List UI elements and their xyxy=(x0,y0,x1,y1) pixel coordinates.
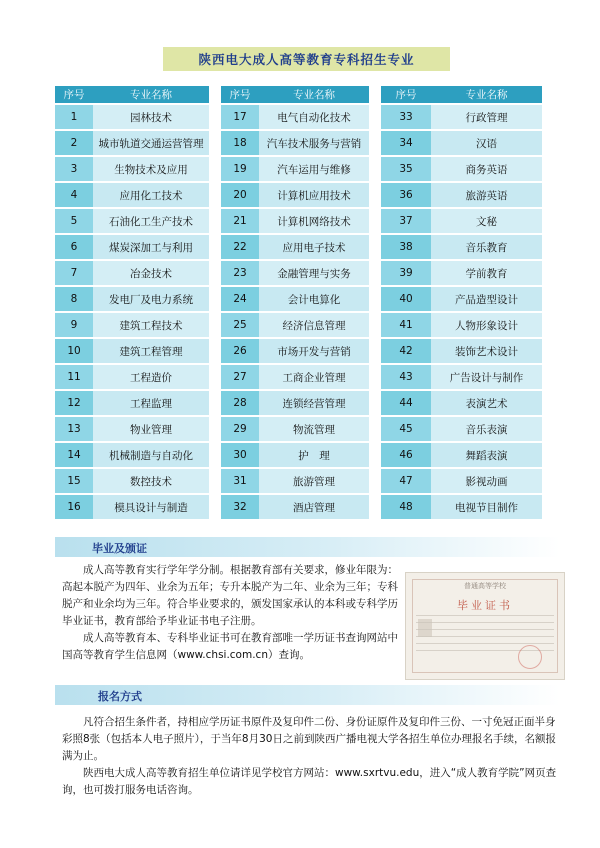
graduation-paragraph-2: 成人高等教育本、专科毕业证书可在教育部唯一学历证书查询网站中国高等教育学生信息网（www.chsi.com.cn）查询。 xyxy=(62,632,398,661)
major-number: 32 xyxy=(221,494,259,519)
major-number: 12 xyxy=(55,390,93,416)
major-number: 26 xyxy=(221,338,259,364)
major-number: 29 xyxy=(221,416,259,442)
table-row xyxy=(381,494,542,519)
major-number: 21 xyxy=(221,208,259,234)
table-row xyxy=(381,286,542,312)
table-row xyxy=(55,416,209,442)
major-number: 25 xyxy=(221,312,259,338)
table-row xyxy=(55,442,209,468)
major-name: 煤炭深加工与利用 xyxy=(93,234,209,260)
major-number: 40 xyxy=(381,286,431,312)
major-number: 44 xyxy=(381,390,431,416)
major-name: 音乐表演 xyxy=(431,416,542,442)
major-name: 音乐教育 xyxy=(431,234,542,260)
major-name: 数控技术 xyxy=(93,468,209,494)
major-number: 22 xyxy=(221,234,259,260)
table-row xyxy=(381,208,542,234)
graduation-heading: 毕业及颁证 xyxy=(92,542,147,555)
table-row xyxy=(381,104,542,130)
major-number: 48 xyxy=(381,494,431,519)
major-number: 3 xyxy=(55,156,93,182)
table-row xyxy=(381,260,542,286)
major-name: 文秘 xyxy=(431,208,542,234)
table-row xyxy=(55,468,209,494)
table-row xyxy=(221,260,369,286)
major-name: 发电厂及电力系统 xyxy=(93,286,209,312)
major-number: 5 xyxy=(55,208,93,234)
table-row xyxy=(221,234,369,260)
major-number: 34 xyxy=(381,130,431,156)
major-name: 表演艺术 xyxy=(431,390,542,416)
major-name: 计算机应用技术 xyxy=(259,182,369,208)
table-row xyxy=(55,234,209,260)
major-name: 电视节目制作 xyxy=(431,494,542,519)
major-number: 35 xyxy=(381,156,431,182)
major-name: 建筑工程技术 xyxy=(93,312,209,338)
table-row xyxy=(221,416,369,442)
major-number: 45 xyxy=(381,416,431,442)
majors-table-col-2 xyxy=(221,86,369,519)
table-row xyxy=(381,312,542,338)
major-name: 工商企业管理 xyxy=(259,364,369,390)
registration-paragraph-1: 凡符合招生条件者，持相应学历证书原件及复印件二份、身份证原件及复印件三份、一寸免冠正面半身彩照8张（包括本人电子照片），于当年8月30日之前到陕西广播电视大学各招生单位办理报名手续，名额报满为止。 xyxy=(62,716,556,762)
header-no: 序号 xyxy=(381,86,431,104)
major-name: 电气自动化技术 xyxy=(259,104,369,130)
major-name: 广告设计与制作 xyxy=(431,364,542,390)
major-number: 19 xyxy=(221,156,259,182)
major-name: 产品造型设计 xyxy=(431,286,542,312)
majors-table-col-3 xyxy=(381,86,542,519)
major-number: 6 xyxy=(55,234,93,260)
table-row xyxy=(55,390,209,416)
major-name: 汽车运用与维修 xyxy=(259,156,369,182)
table-row xyxy=(381,338,542,364)
major-number: 13 xyxy=(55,416,93,442)
major-name: 机械制造与自动化 xyxy=(93,442,209,468)
table-row xyxy=(381,234,542,260)
major-name: 旅游英语 xyxy=(431,182,542,208)
table-row xyxy=(55,312,209,338)
header-name: 专业名称 xyxy=(259,86,369,104)
major-name: 模具设计与制造 xyxy=(93,494,209,519)
major-name: 物流管理 xyxy=(259,416,369,442)
page-title: 陕西电大成人高等教育专科招生专业 xyxy=(163,47,450,71)
major-number: 2 xyxy=(55,130,93,156)
table-row xyxy=(55,156,209,182)
major-number: 30 xyxy=(221,442,259,468)
table-row xyxy=(381,156,542,182)
major-name: 护 理 xyxy=(259,442,369,468)
table-row xyxy=(221,156,369,182)
major-name: 工程监理 xyxy=(93,390,209,416)
major-number: 18 xyxy=(221,130,259,156)
table-row xyxy=(55,364,209,390)
major-number: 46 xyxy=(381,442,431,468)
major-number: 24 xyxy=(221,286,259,312)
major-name: 学前教育 xyxy=(431,260,542,286)
table-row xyxy=(381,390,542,416)
major-number: 27 xyxy=(221,364,259,390)
table-row xyxy=(221,468,369,494)
header-no: 序号 xyxy=(221,86,259,104)
major-name: 应用化工技术 xyxy=(93,182,209,208)
major-number: 17 xyxy=(221,104,259,130)
major-name: 工程造价 xyxy=(93,364,209,390)
major-name: 旅游管理 xyxy=(259,468,369,494)
major-number: 31 xyxy=(221,468,259,494)
table-row xyxy=(221,494,369,519)
major-name: 汉语 xyxy=(431,130,542,156)
major-number: 28 xyxy=(221,390,259,416)
certificate-seal xyxy=(518,645,542,669)
major-name: 舞蹈表演 xyxy=(431,442,542,468)
major-name: 园林技术 xyxy=(93,104,209,130)
major-name: 生物技术及应用 xyxy=(93,156,209,182)
registration-text xyxy=(62,714,562,799)
table-row xyxy=(381,182,542,208)
table-row xyxy=(55,494,209,519)
major-name: 人物形象设计 xyxy=(431,312,542,338)
table-row xyxy=(221,286,369,312)
table-row xyxy=(221,182,369,208)
major-number: 33 xyxy=(381,104,431,130)
table-row xyxy=(55,208,209,234)
major-number: 43 xyxy=(381,364,431,390)
table-row xyxy=(381,130,542,156)
major-number: 15 xyxy=(55,468,93,494)
table-row xyxy=(55,338,209,364)
table-row xyxy=(221,390,369,416)
major-number: 7 xyxy=(55,260,93,286)
graduation-paragraph-1: 成人高等教育实行学年学分制。根据教育部有关要求，修业年限为：高起本脱产为四年、业余为五年；专升本脱产为二年、业余为三年；专科脱产和业余均为三年。符合毕业要求的，颁发国家承认的本科或专科学历毕业证书，教育部给予毕业证书电子注册。 xyxy=(62,564,398,627)
table-row xyxy=(381,468,542,494)
majors-table-col-1 xyxy=(55,86,209,519)
major-name: 市场开发与营销 xyxy=(259,338,369,364)
major-number: 36 xyxy=(381,182,431,208)
major-name: 冶金技术 xyxy=(93,260,209,286)
registration-paragraph-2: 陕西电大成人高等教育招生单位请详见学校官方网站：www.sxrtvu.edu，进入“成人教育学院”网页查询，也可拨打服务电话咨询。 xyxy=(62,767,557,796)
header-name: 专业名称 xyxy=(93,86,209,104)
major-number: 11 xyxy=(55,364,93,390)
table-row xyxy=(221,338,369,364)
major-name: 建筑工程管理 xyxy=(93,338,209,364)
table-row xyxy=(221,208,369,234)
major-number: 4 xyxy=(55,182,93,208)
table-row xyxy=(381,364,542,390)
major-name: 计算机网络技术 xyxy=(259,208,369,234)
major-name: 汽车技术服务与营销 xyxy=(259,130,369,156)
table-row xyxy=(221,130,369,156)
table-row xyxy=(381,416,542,442)
major-number: 47 xyxy=(381,468,431,494)
header-name: 专业名称 xyxy=(431,86,542,104)
major-number: 37 xyxy=(381,208,431,234)
major-number: 20 xyxy=(221,182,259,208)
certificate-title: 毕业证书 xyxy=(457,599,513,612)
major-name: 城市轨道交通运营管理 xyxy=(93,130,209,156)
table-row xyxy=(221,104,369,130)
major-name: 经济信息管理 xyxy=(259,312,369,338)
major-name: 金融管理与实务 xyxy=(259,260,369,286)
major-name: 装饰艺术设计 xyxy=(431,338,542,364)
major-name: 商务英语 xyxy=(431,156,542,182)
major-number: 8 xyxy=(55,286,93,312)
header-no: 序号 xyxy=(55,86,93,104)
major-name: 会计电算化 xyxy=(259,286,369,312)
major-number: 1 xyxy=(55,104,93,130)
major-name: 应用电子技术 xyxy=(259,234,369,260)
major-number: 38 xyxy=(381,234,431,260)
table-row xyxy=(55,286,209,312)
major-name: 酒店管理 xyxy=(259,494,369,519)
major-number: 9 xyxy=(55,312,93,338)
table-row xyxy=(221,442,369,468)
major-number: 41 xyxy=(381,312,431,338)
major-name: 连锁经营管理 xyxy=(259,390,369,416)
table-row xyxy=(55,260,209,286)
major-number: 10 xyxy=(55,338,93,364)
graduation-text xyxy=(62,562,398,664)
major-name: 影视动画 xyxy=(431,468,542,494)
certificate-image xyxy=(405,572,565,680)
major-number: 14 xyxy=(55,442,93,468)
major-name: 石油化工生产技术 xyxy=(93,208,209,234)
table-row xyxy=(55,104,209,130)
registration-heading: 报名方式 xyxy=(98,690,142,703)
table-row xyxy=(221,364,369,390)
major-number: 42 xyxy=(381,338,431,364)
major-number: 23 xyxy=(221,260,259,286)
major-number: 16 xyxy=(55,494,93,519)
major-name: 物业管理 xyxy=(93,416,209,442)
major-name: 行政管理 xyxy=(431,104,542,130)
certificate-header: 普通高等学校 xyxy=(464,582,506,590)
table-row xyxy=(381,442,542,468)
table-row xyxy=(55,182,209,208)
table-row xyxy=(55,130,209,156)
table-row xyxy=(221,312,369,338)
major-number: 39 xyxy=(381,260,431,286)
